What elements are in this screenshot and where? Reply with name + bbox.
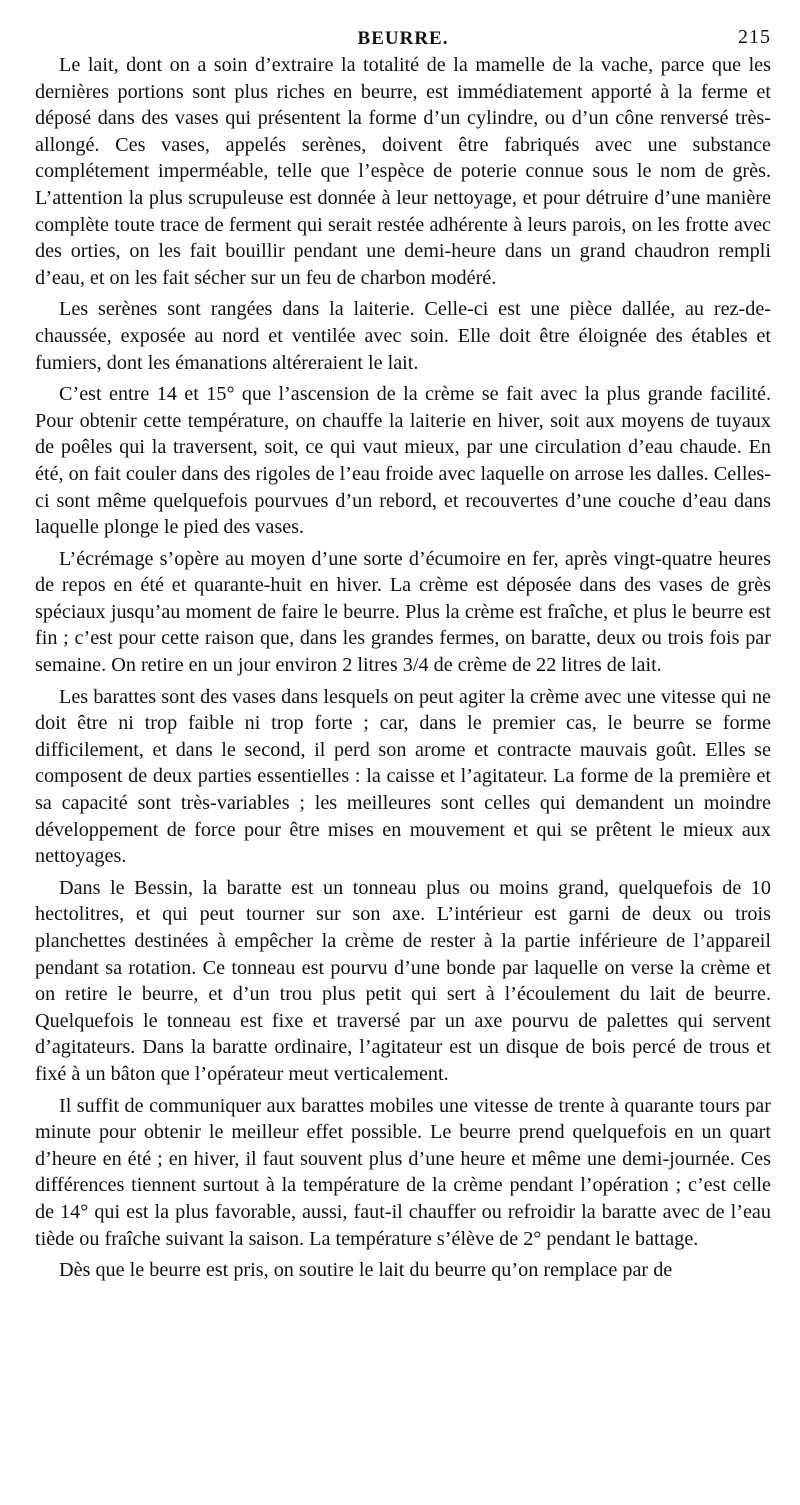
paragraph-churning-speed: Il suffit de communiquer aux barattes mobiles une vitesse de trente à quarante tours par minute pour obtenir le meilleur effet possible. Le beurre prend quelquefois en un quart d’heure en été ; en hiver, il faut souvent plus d’une heure et même une demi-journée. Ces différences tiennent surtout à la température de la crème pendant l’opération ; c’est celle de 14° qui est la plus favorable, aussi, faut-il chauffer ou refroidir la baratte avec de l’eau tiède ou fraîche suivant la saison. La température s’élève de 2° pendant le battage. — [35, 1094, 771, 1250]
running-head — [35, 28, 771, 52]
paragraph-butter-taken: Dès que le beurre est pris, on soutire le lait du beurre qu’on remplace par de — [59, 1259, 673, 1282]
paragraph-dairy-room: Les serènes sont rangées dans la laiterie. Celle-ci est une pièce dallée, au rez-de-chaussée, exposée au nord et ventilée avec soin. Elle doit être éloignée des étables et fumiers, dont les émanations altéreraient le lait. — [35, 298, 771, 374]
paragraph-milk-collection: Le lait, dont on a soin d’extraire la totalité de la mamelle de la vache, parce que les dernières portions sont plus riches en beurre, est immédiatement apporté à la ferme et déposé dans des vases qui présentent la forme d’un cylindre, ou d’un cône renversé très-allongé. Ces vases, appelés serènes, doivent être fabriqués avec une substance complétement imperméable, telle que l’espèce de poterie connue sous le nom de grès. L’attention la plus scrupuleuse est donnée à leur nettoyage, et pour détruire d’une manière complète toute trace de ferment qui serait restée adhérente à leurs parois, on les frotte avec des orties, on les fait bouillir pendant une demi-heure dans un grand chaudron rempli d’eau, et on les fait sécher sur un feu de charbon modéré. — [35, 54, 771, 289]
body-text — [35, 52, 771, 1284]
paragraph-temperature: C’est entre 14 et 15° que l’ascension de la crème se fait avec la plus grande facilité. Pour obtenir cette température, on chauffe la laiterie en hiver, soit aux moyens de tuyaux de poêles qui la traversent, soit, ce qui vaut mieux, par une circulation d’eau chaude. En été, on fait couler dans des rigoles de l’eau froide avec laquelle on arrose les dalles. Celles-ci sont même quelquefois pourvues d’un rebord, et recouvertes d’une couche d’eau dans laquelle plonge le pied des vases. — [35, 383, 771, 539]
page-number: 215 — [738, 26, 771, 48]
paragraph-churns: Les barattes sont des vases dans lesquels on peut agiter la crème avec une vitesse qui ne doit être ni trop faible ni trop forte ; car, dans le premier cas, le beurre se forme difficilement, et dans le second, il perd son arome et contracte mauvais goût. Elles se composent de deux parties essentielles : la caisse et l’agitateur. La forme de la première et sa capacité sont très-variables ; les meilleures sont celles qui demandent un moindre développement de force pour être mises en mouvement et qui se prêtent le mieux aux nettoyages. — [35, 685, 771, 868]
paragraph-bessin-churn: Dans le Bessin, la baratte est un tonneau plus ou moins grand, quelquefois de 10 hectolitres, et qui peut tourner sur son axe. L’intérieur est garni de deux ou trois planchettes destinées à empêcher la crème de rester à la partie inférieure de l’appareil pendant sa rotation. Ce tonneau est pourvu d’une bonde par laquelle on verse la crème et on retire le beurre, et d’un trou plus petit qui sert à l’écoulement du lait de beurre. Quelquefois le tonneau est fixe et traversé par un axe pourvu de palettes qui servent d’agitateurs. Dans la baratte ordinaire, l’agitateur est un disque de bois percé de trous et fixé à un bâton que l’opérateur meut verticalement. — [35, 876, 771, 1085]
paragraph-skimming: L’écrémage s’opère au moyen d’une sorte d’écumoire en fer, après vingt-quatre heures de repos en été et quarante-huit en hiver. La crème est déposée dans des vases de grès spéciaux jusqu’au moment de faire le beurre. Plus la crème est fraîche, et plus le beurre est fin ; c’est pour cette raison que, dans les grandes fermes, on baratte, deux ou trois fois par semaine. On retire en un jour environ 2 litres 3/4 de crème de 22 litres de lait. — [35, 547, 771, 677]
running-head-title: BEURRE. — [357, 28, 449, 49]
